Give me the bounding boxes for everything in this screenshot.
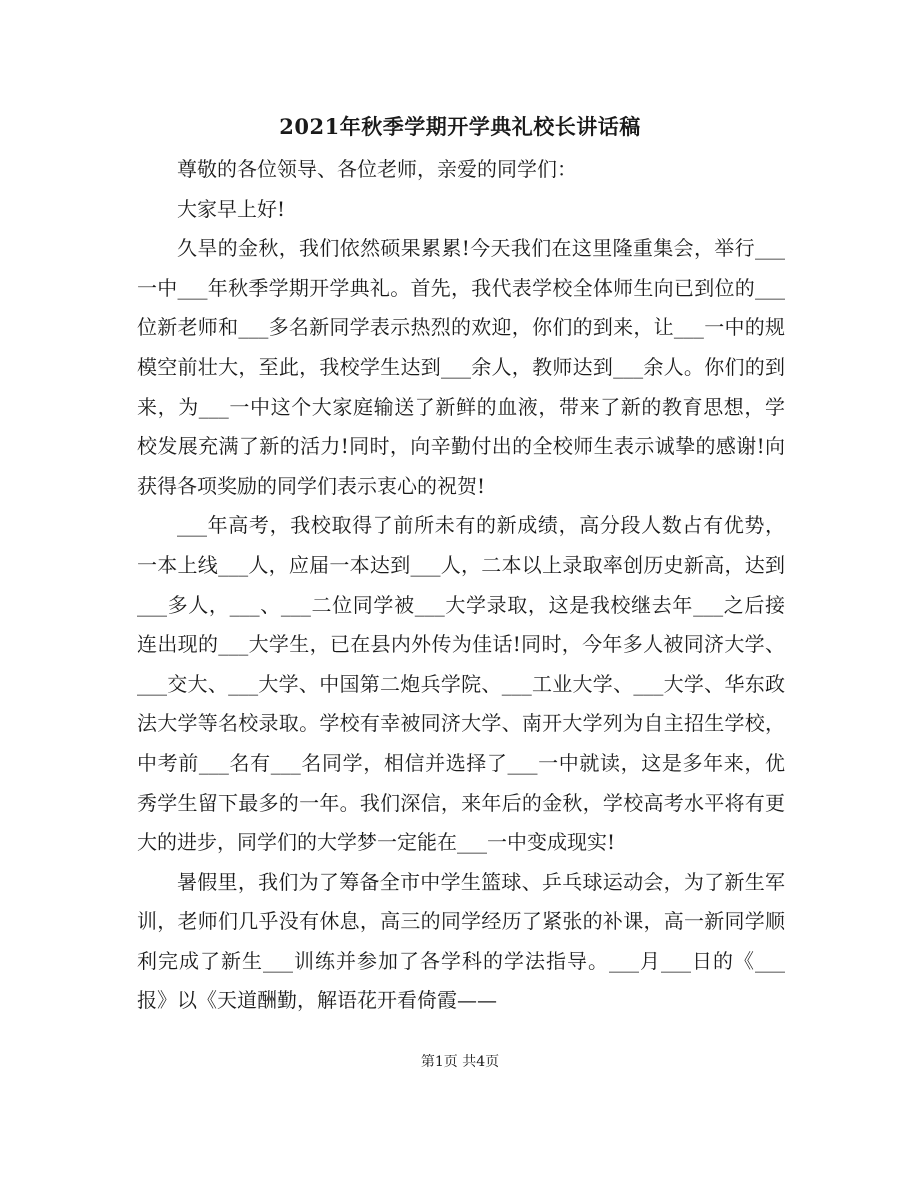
body-paragraph: ___年高考，我校取得了前所未有的新成绩，高分段人数占有优势，一本上线___人，应届一本达到___人，二本以上录取率创历史新高，达到___多人，___、___二位同学被___大学录取，这是我校继去年___之后接连出现的___大学生，已在县内外传为佳话!同时，今年多人被同济大学、___交大、___大学、中国第二炮兵学院、___工业大学、___大学、华东政法大学等名校录取。学校有幸被同济大学、南开大学列为自主招生学校，中考前___名有___名同学，相信并选择了___一中就读，这是多年来，优秀学生留下最多的一年。我们深信，来年后的金秋，学校高考水平将有更大的进步，同学们的大学梦一定能在___一中变成现实! — [137, 513, 785, 855]
salutation-paragraph: 尊敬的各位领导、各位老师，亲爱的同学们： — [177, 157, 577, 181]
page-number-footer: 第1页 共4页 — [420, 1054, 500, 1070]
body-paragraph: 暑假里，我们为了筹备全市中学生篮球、乒乓球运动会，为了新生军训，老师们几乎没有休息，高三的同学经历了紧张的补课，高一新同学顺利完成了新生___训练并参加了各学科的学法指导。___月___日的《___报》以《天道酬勤，解语花开看倚霞—— — [137, 869, 785, 1013]
document-body — [137, 150, 785, 1021]
greeting-paragraph: 大家早上好! — [177, 196, 286, 221]
body-paragraph: 久旱的金秋，我们依然硕果累累!今天我们在这里隆重集会，举行___一中___年秋季学期开学典礼。首先，我代表学校全体师生向已到位的___位新老师和___多名新同学表示热烈的欢迎，你们的到来，让___一中的规模空前壮大，至此，我校学生达到___余人，教师达到___余人。你们的到来，为___一中这个大家庭输送了新鲜的血液，带来了新的教育思想，学校发展充满了新的活力!同时，向辛勤付出的全校师生表示诚挚的感谢!向获得各项奖励的同学们表示衷心的祝贺! — [137, 236, 785, 498]
document-title: 2021年秋季学期开学典礼校长讲话稿 — [279, 114, 641, 139]
